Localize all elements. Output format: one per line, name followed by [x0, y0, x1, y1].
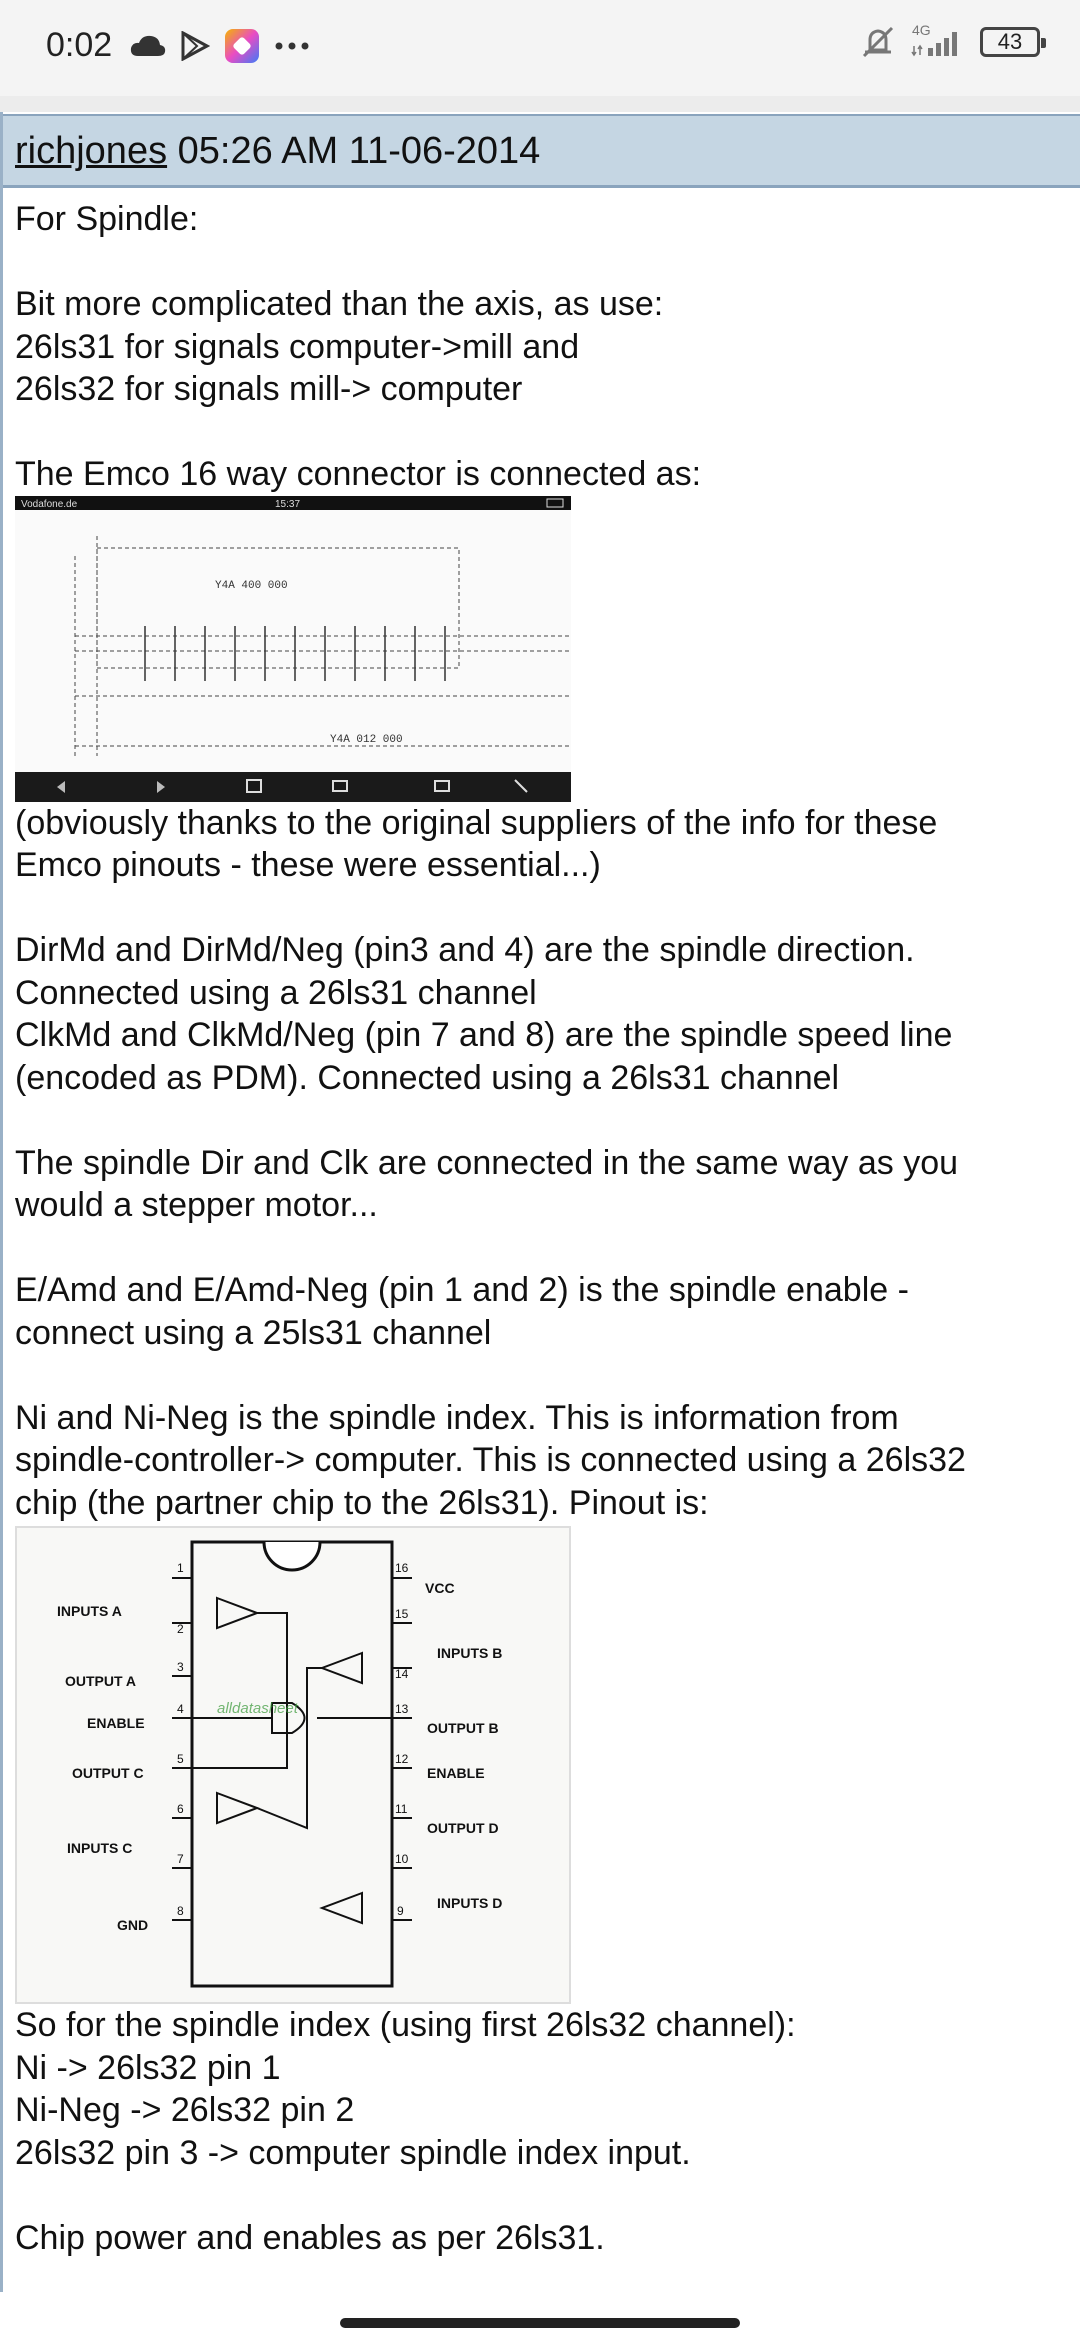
pin-number: 2 — [177, 1622, 184, 1636]
fig2-watermark: alldatasheet — [217, 1700, 298, 1717]
pin-number: 3 — [177, 1660, 184, 1674]
post-line: E/Amd and E/Amd-Neg (pin 1 and 2) is the spindle enable - — [15, 1271, 909, 1309]
post-line: Bit more complicated than the axis, as use: — [15, 285, 664, 323]
post-line: So for the spindle index (using first 26ls32 channel): — [15, 2006, 796, 2044]
post-line: The Emco 16 way connector is connected as: — [15, 455, 702, 493]
post-line: (encoded as PDM). Connected using a 26ls31 channel — [15, 1058, 840, 1097]
post-line: chip (the partner chip to the 26ls31). Pinout is: — [15, 1483, 709, 1522]
post-line: (obviously thanks to the original suppliers of the info for these — [15, 803, 938, 842]
label-output-d: OUTPUT D — [427, 1820, 499, 1836]
fig1-time: 15:37 — [275, 498, 301, 510]
pinout-diagram — [17, 1528, 569, 2002]
status-bar — [0, 0, 1080, 96]
emco-connector-image[interactable] — [15, 496, 571, 802]
pin-number: 6 — [177, 1802, 184, 1816]
post-timestamp: 05:26 AM 11-06-2014 — [177, 130, 541, 172]
pin-number: 15 — [395, 1607, 409, 1621]
post-line: 26ls31 for signals computer->mill and — [15, 327, 580, 366]
play-store-icon — [180, 31, 210, 61]
pin-number: 13 — [395, 1702, 409, 1716]
pin-number: 10 — [395, 1852, 409, 1866]
pin-number: 1 — [177, 1561, 184, 1575]
pin-number: 16 — [395, 1561, 409, 1575]
pin-number: 7 — [177, 1852, 184, 1866]
post-line: The spindle Dir and Clk are connected in the same way as you — [15, 1143, 959, 1182]
post-line: 26ls32 pin 3 -> computer spindle index input. — [15, 2133, 691, 2172]
post-line: would a stepper motor... — [15, 1186, 378, 1224]
pin-number: 8 — [177, 1904, 184, 1918]
label-vcc: VCC — [425, 1580, 455, 1596]
forum-post — [0, 112, 1080, 2292]
post-line: spindle-controller-> computer. This is connected using a 26ls32 — [15, 1441, 966, 1479]
status-notification-icons — [130, 28, 310, 64]
post-body — [15, 198, 1065, 2259]
label-output-b: OUTPUT B — [427, 1720, 499, 1736]
post-line: DirMd and DirMd/Neg (pin3 and 4) are the spindle direction. — [15, 931, 915, 969]
label-inputs-d: INPUTS D — [437, 1895, 503, 1911]
pin-number: 11 — [395, 1802, 408, 1816]
post-line: 26ls32 for signals mill-> computer — [15, 370, 523, 408]
post-header — [3, 114, 1080, 188]
post-line: Emco pinouts - these were essential...) — [15, 846, 601, 884]
bottom-strip — [0, 2292, 1080, 2340]
label-inputs-b: INPUTS B — [437, 1645, 503, 1661]
home-indicator[interactable] — [340, 2318, 740, 2328]
pin-number: 9 — [397, 1904, 404, 1918]
label-output-c: OUTPUT C — [72, 1765, 144, 1781]
pin-number: 4 — [177, 1702, 184, 1716]
fig1-label-top: Y4A 400 000 — [215, 579, 288, 592]
connector-diagram — [15, 496, 571, 802]
label-enable-right: ENABLE — [427, 1765, 485, 1781]
status-separator — [0, 96, 1080, 112]
status-right-icons — [860, 24, 1040, 60]
signal-indicator — [910, 24, 966, 60]
fig1-label-bottom: Y4A 012 000 — [330, 733, 403, 746]
fig1-carrier: Vodafone.de — [21, 498, 78, 510]
label-inputs-c: INPUTS C — [67, 1840, 133, 1856]
network-type: 4G — [912, 22, 931, 38]
cloud-icon — [130, 34, 166, 58]
post-line: Connected using a 26ls31 channel — [15, 973, 537, 1012]
label-inputs-a: INPUTS A — [57, 1603, 122, 1619]
pin-number: 12 — [395, 1752, 409, 1766]
label-enable-left: ENABLE — [87, 1715, 145, 1731]
post-author-link[interactable]: richjones — [15, 130, 168, 172]
post-line: Ni and Ni-Neg is the spindle index. This is information from — [15, 1398, 899, 1437]
signal-bars-icon — [910, 24, 966, 60]
label-output-a: OUTPUT A — [65, 1673, 137, 1689]
shortcut-app-icon — [224, 28, 260, 64]
chip-pinout-image[interactable] — [15, 1526, 571, 2004]
more-icon — [274, 41, 310, 51]
post-line: connect using a 25ls31 channel — [15, 1313, 492, 1352]
post-line: For Spindle: — [15, 200, 199, 238]
post-line: ClkMd and ClkMd/Neg (pin 7 and 8) are the spindle speed line — [15, 1016, 953, 1054]
battery-level: 43 — [997, 29, 1023, 54]
status-time: 0:02 — [46, 26, 113, 64]
mute-icon — [860, 24, 896, 60]
label-gnd: GND — [117, 1917, 149, 1933]
battery-indicator — [980, 27, 1040, 57]
pin-number: 5 — [177, 1752, 184, 1766]
post-line: Ni -> 26ls32 pin 1 — [15, 2048, 281, 2087]
post-line: Chip power and enables as per 26ls31. — [15, 2218, 605, 2257]
pin-number: 14 — [395, 1667, 409, 1681]
post-line: Ni-Neg -> 26ls32 pin 2 — [15, 2091, 355, 2129]
